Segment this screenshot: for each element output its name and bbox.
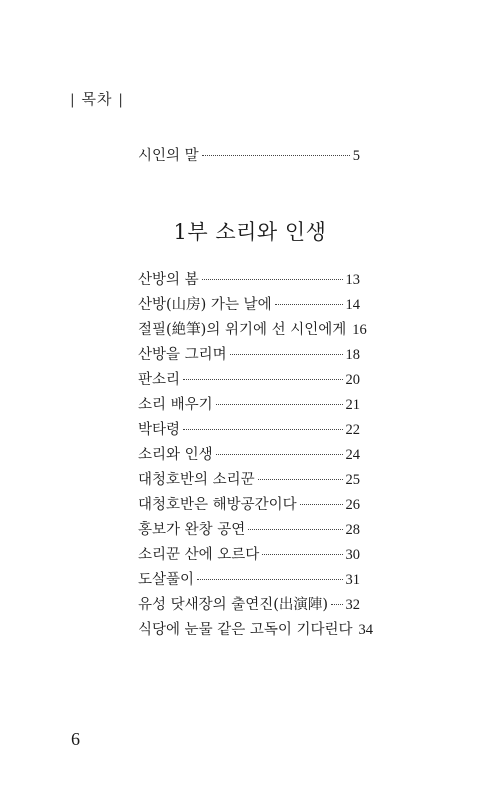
toc-entry-title: 판소리	[138, 372, 181, 388]
toc-entry-title: 산방의 봄	[138, 272, 199, 288]
toc-entry-title: 소리와 인생	[138, 447, 213, 463]
dot-leader	[275, 304, 343, 305]
part-title: 1부 소리와 인생	[173, 220, 327, 244]
toc-entry-page: 32	[345, 597, 360, 613]
toc-entry-title: 대청호반의 소리꾼	[138, 472, 255, 488]
toc-header-label: 목차	[81, 90, 113, 108]
toc-entry-page: 20	[345, 372, 360, 388]
dot-leader	[258, 479, 343, 480]
toc-entry-page: 25	[345, 472, 360, 488]
dot-leader	[300, 504, 343, 505]
toc-entry-page: 24	[345, 447, 360, 463]
toc-entry-title: 홍보가 완창 공연	[138, 522, 246, 538]
dot-leader	[262, 554, 342, 555]
toc-entry-page: 34	[358, 622, 374, 638]
toc-entry-page: 18	[345, 347, 360, 363]
toc-entry[interactable]	[138, 420, 360, 440]
toc-entry-intro[interactable]	[138, 146, 360, 166]
toc-entry-title: 박타령	[138, 422, 181, 438]
dot-leader	[230, 354, 343, 355]
toc-entry-page: 26	[345, 497, 360, 513]
toc-entry[interactable]	[138, 320, 367, 340]
dot-leader	[197, 579, 342, 580]
toc-entry-title: 대청호반은 해방공간이다	[138, 497, 297, 513]
toc-header	[70, 88, 124, 109]
toc-entry[interactable]	[138, 520, 360, 540]
dot-leader	[216, 454, 343, 455]
toc-entry-page: 16	[352, 322, 367, 338]
toc-entry[interactable]	[138, 495, 360, 515]
toc-entry-title: 식당에 눈물 같은 고독이 기다린다	[138, 622, 353, 638]
toc-entry-title: 산방을 그리며	[138, 347, 227, 363]
dot-leader	[202, 279, 343, 280]
dot-leader	[183, 429, 342, 430]
toc-entry[interactable]	[138, 395, 360, 415]
header-bar-right: |	[118, 92, 124, 108]
page-number: 6	[71, 729, 80, 749]
toc-entry-page: 30	[345, 547, 360, 563]
header-bar-left: |	[70, 92, 76, 108]
toc-entry[interactable]	[138, 445, 360, 465]
dot-leader	[331, 604, 342, 605]
toc-entry[interactable]	[138, 595, 360, 615]
toc-entry[interactable]	[138, 545, 360, 565]
dot-leader	[216, 404, 343, 405]
toc-entry-page: 31	[345, 572, 360, 588]
toc-entry-title: 유성 닷새장의 출연진(出演陣)	[138, 597, 329, 613]
toc-entry[interactable]	[138, 620, 374, 640]
toc-entry-title: 시인의 말	[138, 148, 199, 164]
toc-entry[interactable]	[138, 270, 360, 290]
toc-entry-page: 28	[345, 522, 360, 538]
dot-leader	[183, 379, 342, 380]
toc-entry-page: 22	[345, 422, 360, 438]
toc-entry-title: 소리 배우기	[138, 397, 213, 413]
toc-entry-title: 산방(山房) 가는 날에	[138, 297, 272, 313]
toc-entry-title: 도살풀이	[138, 572, 195, 588]
toc-entry-page: 13	[345, 272, 360, 288]
toc-entry-page: 14	[345, 297, 360, 313]
toc-entry[interactable]	[138, 370, 360, 390]
dot-leader	[248, 529, 342, 530]
toc-entry-page: 21	[345, 397, 360, 413]
toc-entry-title: 소리꾼 산에 오르다	[138, 547, 260, 563]
toc-entry[interactable]	[138, 295, 360, 315]
toc-entry[interactable]	[138, 470, 360, 490]
toc-entry[interactable]	[138, 570, 360, 590]
toc-entry-title: 절필(絶筆)의 위기에 선 시인에게	[138, 322, 347, 338]
dot-leader	[202, 155, 350, 156]
toc-entry-page: 5	[352, 148, 360, 164]
toc-entry[interactable]	[138, 345, 360, 365]
